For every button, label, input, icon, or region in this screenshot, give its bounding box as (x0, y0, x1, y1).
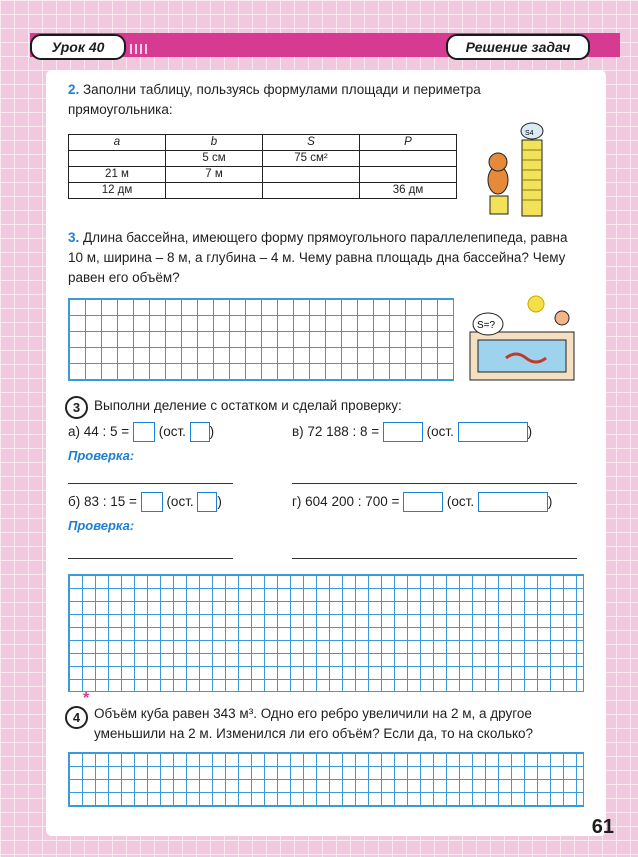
task3-pool-text: 3. Длина бассейна, имеющего форму прямоугольного параллелепипеда, равна 10 м, ширина – 8 м, а глубина – 4 м. Чему равна площадь дна бассейна? Чему равен его объём? (68, 230, 568, 285)
check-line-g[interactable] (292, 558, 577, 559)
table-row: 5 см 75 см² (69, 151, 457, 167)
answer-grid-division[interactable] (68, 574, 584, 692)
check-line-v[interactable] (292, 483, 577, 484)
division-a: а) 44 : 5 = (ост. ) (68, 422, 214, 442)
task4-number-circle: 4 (65, 706, 88, 729)
lesson-label: Урок 40 (30, 34, 126, 60)
star-mark: * (83, 690, 90, 707)
table-row: 12 дм 36 дм (69, 183, 457, 199)
answer-grid-pool[interactable] (68, 298, 454, 381)
division-b: б) 83 : 15 = (ост. ) (68, 492, 222, 512)
table-row: 21 м 7 м (69, 167, 457, 183)
answer-box-quotient-g[interactable] (403, 492, 443, 512)
topic-label: Решение задач (446, 34, 590, 60)
area-perimeter-table (68, 134, 457, 199)
task2-text: 2. Заполни таблицу, пользуясь формулами площади и периметра прямоугольника: (68, 82, 481, 117)
pool-illustration (466, 288, 582, 384)
check-label-2: Проверка: (68, 518, 135, 533)
table-header-row: a b S P (69, 135, 457, 151)
header-ticks (130, 41, 150, 51)
cat-stack-illustration (470, 118, 560, 218)
check-label-1: Проверка: (68, 448, 135, 463)
page-number: 61 (591, 816, 614, 838)
answer-box-quotient-v[interactable] (383, 422, 423, 442)
check-line-a[interactable] (68, 483, 233, 484)
division-g: г) 604 200 : 700 = (ост. ) (292, 492, 552, 512)
task3-number-circle: 3 (65, 396, 88, 419)
answer-grid-cube[interactable] (68, 752, 584, 807)
answer-box-quotient-a[interactable] (133, 422, 155, 442)
answer-box-remainder-b[interactable] (197, 492, 217, 512)
task3-text: Выполни деление с остатком и сделай проверку: (94, 398, 402, 413)
check-line-b[interactable] (68, 558, 233, 559)
task4-text: Объём куба равен 343 м³. Одно его ребро увеличили на 2 м, а другое уменьшили на 2 м. Изменился ли его объём? Если да, то на сколько? (94, 706, 534, 741)
answer-box-remainder-v[interactable] (458, 422, 528, 442)
svg-text:S4: S4 (525, 130, 534, 137)
answer-box-remainder-g[interactable] (478, 492, 548, 512)
division-v: в) 72 188 : 8 = (ост. ) (292, 422, 532, 442)
answer-box-remainder-a[interactable] (190, 422, 210, 442)
svg-text:S=?: S=? (477, 320, 496, 331)
answer-box-quotient-b[interactable] (141, 492, 163, 512)
